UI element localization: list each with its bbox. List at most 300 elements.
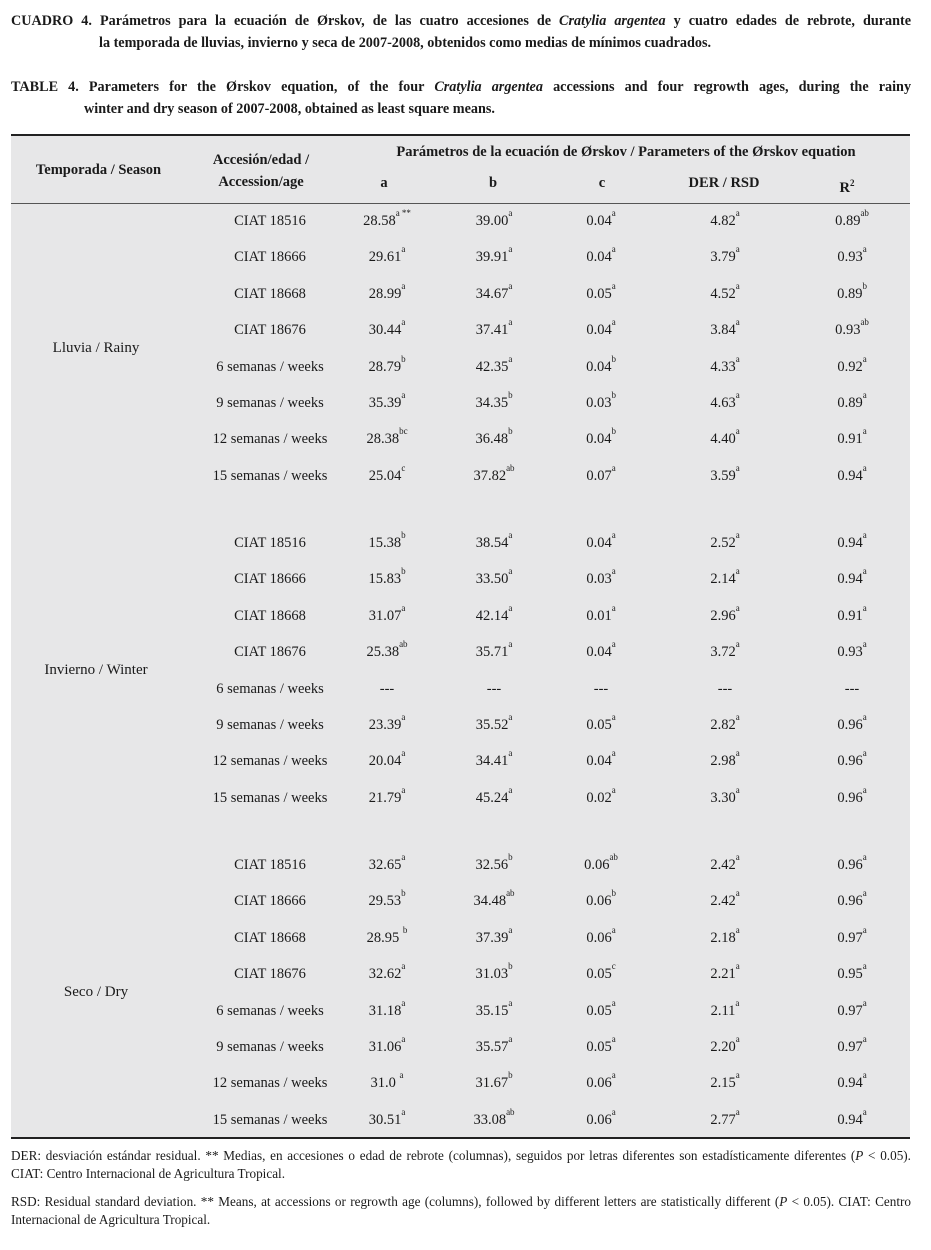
accession-cell: 9 semanas / weeks: [216, 717, 324, 733]
accession-cell: CIAT 18666: [234, 571, 306, 588]
b-cell: [449, 748, 539, 771]
footnote-text: < 0.05). CIAT: Centro Internacional de Agricultura Tropical.: [11, 1194, 912, 1227]
a-cell: [342, 639, 432, 662]
b-cell: [449, 244, 539, 267]
accession-cell: CIAT 18666: [234, 893, 306, 910]
significance-letter: a: [401, 784, 406, 795]
cell-value: 0.94: [837, 467, 863, 484]
significance-letter: a: [401, 244, 406, 255]
significance-letter: a: [735, 353, 740, 364]
cell-value: 2.42: [710, 893, 736, 910]
cell-value: 2.18: [710, 929, 736, 946]
cell-value: 0.96: [837, 893, 863, 910]
table-caption-es: [11, 10, 911, 54]
significance-letter: b: [508, 961, 513, 972]
r2-cell: [812, 462, 892, 486]
significance-letter: a: [508, 208, 513, 218]
r2-cell: [812, 961, 892, 984]
significance-letter: a: [862, 1034, 867, 1044]
header-season: Temporada / Season: [35, 162, 162, 178]
significance-letter: a: [735, 390, 740, 400]
significance-letter: a: [508, 748, 513, 759]
significance-letter: a: [508, 530, 513, 540]
c-cell: [561, 679, 641, 699]
significance-letter: b: [862, 280, 867, 291]
der-cell: [680, 353, 770, 377]
footnote-p-symbol: P: [855, 1148, 864, 1163]
significance-letter: b: [611, 426, 616, 437]
b-cell: [449, 679, 539, 699]
accession-cell: 9 semanas / weeks: [216, 1039, 324, 1055]
significance-letter: a: [508, 924, 513, 935]
cell-value: 0.04: [586, 535, 612, 551]
accession-cell: CIAT 18516: [234, 535, 306, 551]
cell-value: 0.93: [837, 249, 863, 266]
a-cell: [342, 924, 432, 948]
significance-letter: a: [735, 602, 740, 613]
significance-letter: a: [401, 748, 406, 759]
cell-value: 0.04: [586, 431, 612, 448]
a-cell: [342, 748, 432, 771]
r2-cell: [812, 852, 892, 875]
significance-letter: a: [611, 566, 616, 577]
b-cell: [449, 462, 539, 486]
cell-value: 3.79: [710, 249, 736, 266]
significance-letter: a: [508, 1034, 513, 1044]
header-r2: [817, 172, 877, 199]
significance-letter: a: [611, 208, 616, 218]
b-cell: [449, 530, 539, 553]
r2-cell: [812, 390, 892, 413]
cell-value: 31.67: [475, 1075, 509, 1092]
significance-letter: a: [611, 748, 616, 759]
a-cell: [342, 852, 432, 875]
cell-value: 25.04: [368, 467, 402, 484]
significance-letter: a: [401, 317, 406, 328]
caption-text: y cuatro edades de rebrote, durante: [673, 13, 912, 29]
table-caption-en: [11, 76, 911, 120]
cell-value: 39.00: [475, 213, 509, 229]
cell-value: 21.79: [368, 789, 402, 806]
c-cell: [561, 924, 641, 948]
r2-cell: [812, 602, 892, 626]
c-cell: [561, 426, 641, 449]
accession-cell: 12 semanas / weeks: [212, 753, 328, 770]
cell-value: 30.44: [368, 322, 402, 339]
cell-value: 35.39: [368, 395, 402, 411]
significance-letter: b: [508, 852, 513, 862]
significance-letter: a: [401, 1034, 406, 1044]
significance-letter: a: [401, 997, 406, 1008]
significance-letter: a: [401, 390, 406, 400]
c-cell: [561, 566, 641, 589]
significance-letter: a: [611, 530, 616, 540]
c-cell: [561, 888, 641, 911]
c-cell: [561, 530, 641, 553]
a-cell: [342, 353, 432, 377]
cell-value: 35.52: [475, 717, 509, 733]
significance-letter: a: [735, 961, 740, 972]
significance-letter: b: [611, 353, 616, 364]
significance-letter: a: [611, 602, 616, 613]
r2-cell: [812, 888, 892, 911]
c-cell: [561, 748, 641, 771]
significance-letter: a: [862, 390, 867, 400]
cell-value: 2.21: [710, 966, 736, 983]
significance-letter: a: [862, 602, 867, 613]
b-cell: [449, 317, 539, 340]
significance-letter: a: [862, 924, 867, 935]
significance-letter: ab: [506, 888, 515, 899]
significance-letter: a: [735, 852, 740, 862]
c-cell: [561, 390, 641, 413]
significance-letter: ab: [860, 317, 869, 328]
significance-letter: a: [611, 1034, 616, 1044]
significance-letter: a: [611, 462, 616, 473]
cell-value: 3.84: [710, 322, 736, 339]
significance-letter: a: [508, 602, 513, 613]
cell-value: 0.02: [586, 789, 612, 806]
der-cell: [680, 748, 770, 771]
cell-value: 37.39: [475, 929, 509, 946]
cell-value: 2.14: [710, 571, 736, 588]
c-cell: [561, 639, 641, 662]
cell-value: 31.18: [368, 1002, 402, 1019]
cell-value: 3.30: [710, 789, 736, 806]
cell-value: 2.98: [710, 753, 736, 770]
b-cell: [449, 997, 539, 1021]
significance-letter: a: [735, 748, 740, 759]
c-cell: [561, 1070, 641, 1093]
accession-cell: 6 semanas / weeks: [216, 358, 324, 375]
b-cell: [449, 924, 539, 948]
cell-value: 2.15: [710, 1075, 736, 1092]
cell-value: 4.52: [710, 285, 736, 302]
header-a: a: [380, 175, 388, 191]
a-cell: [342, 784, 432, 808]
significance-letter: a: [611, 317, 616, 328]
a-cell: [342, 1070, 432, 1093]
cell-value: 15.83: [368, 571, 402, 588]
accession-cell: CIAT 18676: [234, 644, 306, 661]
r2-cell: [812, 566, 892, 589]
accession-cell: CIAT 18668: [234, 929, 306, 946]
cell-value: 32.56: [475, 857, 509, 873]
significance-letter: b: [401, 566, 406, 577]
b-cell: [449, 888, 539, 911]
der-cell: [680, 462, 770, 486]
a-cell: [342, 997, 432, 1021]
r2-cell: [812, 1106, 892, 1130]
significance-letter: a: [611, 639, 616, 650]
r2-cell: [812, 317, 892, 340]
c-cell: [561, 280, 641, 304]
season-label: Seco / Dry: [63, 984, 129, 1001]
b-cell: [449, 712, 539, 735]
cell-value: 28.58: [363, 213, 396, 229]
data-table: [11, 134, 910, 1139]
significance-letter: ab: [399, 639, 408, 650]
cell-value: 37.41: [475, 322, 509, 339]
cell-value: ---: [593, 680, 609, 697]
cell-value: 3.72: [710, 644, 736, 661]
der-cell: [680, 1070, 770, 1093]
cell-value: 34.41: [475, 753, 509, 770]
accession-cell: CIAT 18666: [234, 249, 306, 266]
c-cell: [561, 244, 641, 267]
significance-letter: a: [735, 1034, 740, 1044]
c-cell: [561, 961, 641, 984]
significance-letter: b: [508, 426, 513, 437]
c-cell: [561, 208, 641, 231]
cell-value: 0.96: [837, 857, 863, 873]
b-cell: [449, 961, 539, 984]
a-cell: [342, 961, 432, 984]
der-cell: [680, 852, 770, 875]
a-cell: [342, 1034, 432, 1057]
accession-cell: CIAT 18668: [234, 607, 306, 624]
cell-value: 0.05: [586, 966, 612, 983]
c-cell: [561, 1106, 641, 1130]
significance-letter: a: [508, 712, 513, 722]
der-cell: [680, 244, 770, 267]
cell-value: 0.06: [586, 929, 612, 946]
caption-text: accessions and four regrowth ages, during the rainy: [553, 79, 912, 95]
c-cell: [561, 784, 641, 808]
cell-value: 45.24: [475, 789, 509, 806]
header-r2-exp: 2: [849, 178, 855, 188]
significance-letter: a: [735, 712, 740, 722]
r2-cell: [812, 748, 892, 771]
significance-letter: a: [401, 602, 406, 613]
cell-value: 0.94: [837, 535, 863, 551]
r2-cell: [812, 530, 892, 553]
significance-letter: b: [611, 390, 616, 400]
significance-letter: a: [735, 462, 740, 473]
der-cell: [680, 602, 770, 626]
cell-value: 31.03: [475, 966, 509, 983]
significance-letter: a: [611, 712, 616, 722]
cell-value: 32.62: [368, 966, 402, 983]
significance-letter: a: [735, 784, 740, 795]
cell-value: 34.48: [473, 893, 507, 910]
significance-letter: a: [735, 280, 740, 291]
header-der-rsd: DER / RSD: [688, 175, 760, 191]
significance-letter: a: [862, 244, 867, 255]
cell-value: 4.63: [710, 395, 736, 411]
der-cell: [680, 679, 770, 699]
cell-value: 0.89: [837, 285, 863, 302]
cell-value: 0.06: [586, 1111, 612, 1128]
cell-value: 0.95: [837, 966, 863, 983]
significance-letter: a: [735, 997, 740, 1008]
b-cell: [449, 353, 539, 377]
b-cell: [449, 639, 539, 662]
c-cell: [561, 462, 641, 486]
significance-letter: a: [401, 852, 406, 862]
caption-label: CUADRO 4.: [11, 13, 92, 29]
cell-value: 2.77: [710, 1111, 736, 1128]
a-cell: [342, 462, 432, 486]
significance-letter: b: [401, 530, 406, 540]
cell-value: 4.82: [710, 213, 736, 229]
cell-value: 0.89: [837, 395, 863, 411]
a-cell: [342, 530, 432, 553]
footnote-es: [11, 1147, 911, 1183]
cell-value: 0.04: [586, 753, 612, 770]
der-cell: [680, 530, 770, 553]
significance-letter: b: [402, 924, 408, 935]
a-cell: [342, 390, 432, 413]
cell-value: 0.96: [837, 753, 863, 770]
cell-value: 32.65: [368, 857, 402, 873]
b-cell: [449, 280, 539, 304]
significance-letter: a: [862, 462, 867, 473]
significance-letter: c: [401, 462, 406, 473]
cell-value: 0.04: [586, 249, 612, 266]
cell-value: 28.95: [366, 929, 403, 946]
significance-letter: a: [611, 784, 616, 795]
r2-cell: [812, 712, 892, 735]
cell-value: 0.94: [837, 571, 863, 588]
cell-value: 29.53: [368, 893, 402, 910]
cell-value: 0.03: [586, 571, 612, 588]
der-cell: [680, 1034, 770, 1057]
cell-value: 0.94: [837, 1111, 863, 1128]
cell-value: 3.59: [710, 467, 736, 484]
cell-value: 0.04: [586, 322, 612, 339]
footnote-text: < 0.05). CIAT: Centro Internacional de Agricultura Tropical.: [11, 1148, 911, 1181]
significance-letter: a: [862, 888, 867, 899]
significance-letter: b: [508, 390, 513, 400]
caption-label: TABLE 4.: [11, 79, 79, 95]
a-cell: [342, 602, 432, 626]
cell-value: 34.35: [475, 395, 509, 411]
r2-cell: [812, 639, 892, 662]
r2-cell: [812, 244, 892, 267]
significance-letter: a: [508, 784, 513, 795]
c-cell: [561, 317, 641, 340]
cell-value: 35.57: [475, 1039, 509, 1055]
der-cell: [680, 1106, 770, 1130]
cell-value: 38.54: [475, 535, 509, 551]
accession-cell: 12 semanas / weeks: [212, 1075, 328, 1092]
significance-letter: a: [735, 1070, 740, 1081]
b-cell: [449, 1070, 539, 1093]
cell-value: 0.06: [584, 857, 610, 873]
cell-value: 0.03: [586, 395, 612, 411]
caption-text: la temporada de lluvias, invierno y seca de 2007-2008, obtenidos como medias de mínimos cuadrados.: [99, 35, 712, 51]
r2-cell: [812, 353, 892, 377]
significance-letter: ab: [506, 1106, 515, 1117]
significance-letter: a: [862, 961, 867, 972]
cell-value: 28.99: [368, 285, 402, 302]
der-cell: [680, 639, 770, 662]
cell-value: 2.42: [710, 857, 736, 873]
cell-value: 0.97: [837, 1039, 863, 1055]
cell-value: 0.91: [837, 431, 863, 448]
c-cell: [561, 997, 641, 1021]
significance-letter: ab: [609, 852, 618, 862]
significance-letter: a: [862, 997, 867, 1008]
significance-letter: a: [735, 426, 740, 437]
species-name: Cratylia argentea: [559, 13, 666, 29]
a-cell: [342, 1106, 432, 1130]
cell-value: 31.07: [368, 607, 402, 624]
footnote-p-symbol: P: [779, 1194, 788, 1209]
cell-value: 0.05: [586, 717, 612, 733]
cell-value: 0.05: [586, 1002, 612, 1019]
significance-letter: a: [735, 244, 740, 255]
significance-letter: a: [735, 1106, 740, 1117]
cell-value: ---: [844, 680, 860, 697]
significance-letter: a: [611, 280, 616, 291]
accession-cell: 6 semanas / weeks: [216, 680, 324, 697]
significance-letter: a: [401, 961, 406, 972]
significance-letter: a: [735, 566, 740, 577]
significance-letter: a: [862, 748, 867, 759]
a-cell: [342, 712, 432, 735]
cell-value: 0.92: [837, 358, 863, 375]
significance-letter: a: [508, 639, 513, 650]
significance-letter: a: [862, 712, 867, 722]
cell-value: 28.79: [368, 358, 402, 375]
cell-value: 2.20: [710, 1039, 736, 1055]
cell-value: 0.97: [837, 929, 863, 946]
cell-value: 0.05: [586, 1039, 612, 1055]
significance-letter: a: [862, 1070, 867, 1081]
cell-value: 25.38: [366, 644, 400, 661]
accession-cell: CIAT 18516: [234, 213, 306, 229]
cell-value: 2.11: [710, 1002, 736, 1019]
b-cell: [449, 566, 539, 589]
cell-value: 20.04: [368, 753, 402, 770]
significance-letter: a: [401, 712, 406, 722]
der-cell: [680, 997, 770, 1021]
footnote-en: [11, 1193, 911, 1229]
footnote-text: RSD: Residual standard deviation. ** Means, at accessions or regrowth age (columns), followed by different letters are statistically different (: [11, 1194, 780, 1209]
der-cell: [680, 924, 770, 948]
significance-letter: a: [735, 639, 740, 650]
significance-letter: a: [611, 997, 616, 1008]
significance-letter: a: [862, 852, 867, 862]
significance-letter: a: [735, 924, 740, 935]
cell-value: 0.07: [586, 467, 612, 484]
cell-value: 34.67: [475, 285, 509, 302]
significance-letter: a: [862, 639, 867, 650]
der-cell: [680, 390, 770, 413]
significance-letter: b: [401, 353, 406, 364]
caption-text: winter and dry season of 2007-2008, obtained as least square means.: [84, 101, 495, 117]
significance-letter: a: [862, 1106, 867, 1117]
significance-letter: a: [508, 997, 513, 1008]
cell-value: 0.04: [586, 644, 612, 661]
a-cell: [342, 888, 432, 911]
r2-cell: [812, 280, 892, 304]
cell-value: 37.82: [473, 467, 507, 484]
der-cell: [680, 426, 770, 449]
cell-value: 39.91: [475, 249, 509, 266]
r2-cell: [812, 997, 892, 1021]
significance-letter: a: [508, 280, 513, 291]
a-cell: [342, 679, 432, 699]
significance-letter: a: [862, 566, 867, 577]
cell-value: 2.82: [710, 717, 736, 733]
header-divider: [11, 203, 910, 204]
r2-cell: [812, 924, 892, 948]
der-cell: [680, 280, 770, 304]
footnote-text: DER: desviación estándar residual. ** Medias, en accesiones o edad de rebrote (columnas), seguidos por letras diferentes son estadísticamente diferentes (: [11, 1148, 856, 1163]
